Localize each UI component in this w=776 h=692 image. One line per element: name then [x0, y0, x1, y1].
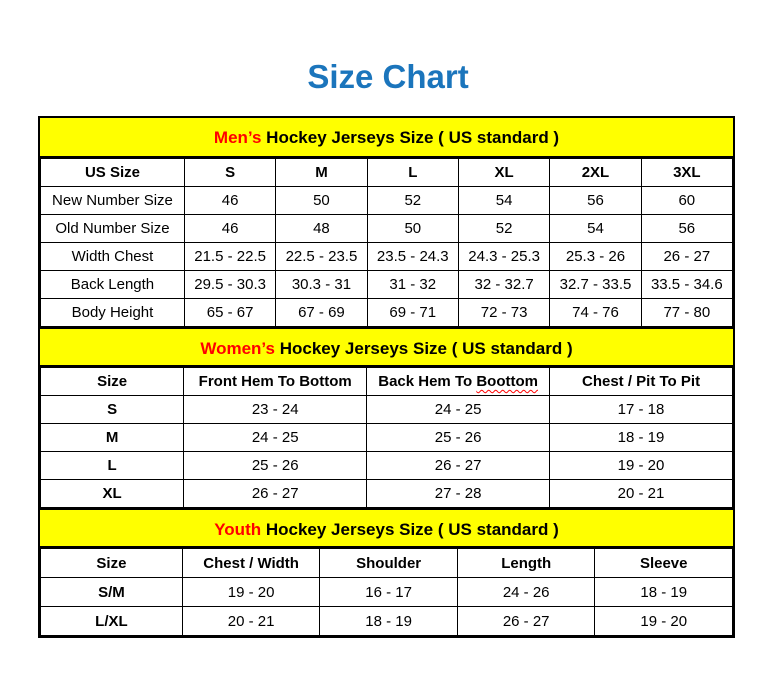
size-cell: 56: [641, 215, 732, 243]
table-body: [41, 396, 733, 508]
size-cell: 52: [458, 215, 549, 243]
page-title: Size Chart: [307, 58, 469, 95]
size-cell: 24 - 25: [367, 396, 550, 424]
size-cell: 32.7 - 33.5: [550, 271, 641, 299]
column-header: Front Hem To Bottom: [184, 368, 367, 396]
size-cell: 56: [550, 187, 641, 215]
header-row: [41, 549, 733, 578]
row-label: Old Number Size: [41, 215, 185, 243]
column-header: S: [184, 159, 275, 187]
size-cell: 18 - 19: [320, 607, 458, 636]
column-header: 3XL: [641, 159, 732, 187]
size-cell: 19 - 20: [595, 607, 733, 636]
size-cell: 77 - 80: [641, 299, 732, 327]
row-label: L/XL: [41, 607, 183, 636]
table-body: [41, 187, 733, 327]
column-header: L: [367, 159, 458, 187]
table-row: [41, 215, 733, 243]
size-cell: 46: [184, 187, 275, 215]
column-header: XL: [458, 159, 549, 187]
size-cell: 33.5 - 34.6: [641, 271, 732, 299]
column-header: Chest / Pit To Pit: [550, 368, 733, 396]
size-cell: 24 - 25: [184, 424, 367, 452]
table-row: [41, 299, 733, 327]
size-cell: 31 - 32: [367, 271, 458, 299]
table-head: [41, 549, 733, 578]
size-chart: [38, 116, 735, 638]
table-row: [41, 607, 733, 636]
size-cell: 60: [641, 187, 732, 215]
table-head: [41, 368, 733, 396]
size-cell: 48: [276, 215, 367, 243]
size-cell: 21.5 - 22.5: [184, 243, 275, 271]
size-cell: 26 - 27: [457, 607, 595, 636]
column-header: Shoulder: [320, 549, 458, 578]
table-row: [41, 187, 733, 215]
size-cell: 25.3 - 26: [550, 243, 641, 271]
row-label: Back Length: [41, 271, 185, 299]
size-cell: 67 - 69: [276, 299, 367, 327]
column-header: 2XL: [550, 159, 641, 187]
header-row: [41, 368, 733, 396]
column-header: Size: [41, 549, 183, 578]
row-label: New Number Size: [41, 187, 185, 215]
size-cell: 16 - 17: [320, 578, 458, 607]
youth-size-table: [40, 548, 733, 636]
table-row: [41, 396, 733, 424]
table-row: [41, 578, 733, 607]
size-cell: 65 - 67: [184, 299, 275, 327]
size-cell: 54: [550, 215, 641, 243]
row-label: S: [41, 396, 184, 424]
table-row: [41, 424, 733, 452]
section-header-rest: Hockey Jerseys Size ( US standard ): [261, 128, 560, 147]
section-womens: [40, 327, 733, 508]
size-cell: 20 - 21: [550, 480, 733, 508]
row-label: S/M: [41, 578, 183, 607]
column-header: Back Hem To Boottom: [367, 368, 550, 396]
size-cell: 50: [367, 215, 458, 243]
size-cell: 26 - 27: [184, 480, 367, 508]
size-cell: 22.5 - 23.5: [276, 243, 367, 271]
column-header: US Size: [41, 159, 185, 187]
table-row: [41, 480, 733, 508]
table-row: [41, 452, 733, 480]
column-header: M: [276, 159, 367, 187]
womens-size-table: [40, 367, 733, 508]
size-cell: 19 - 20: [182, 578, 320, 607]
size-cell: 54: [458, 187, 549, 215]
table-row: [41, 243, 733, 271]
size-cell: 74 - 76: [550, 299, 641, 327]
column-header: Chest / Width: [182, 549, 320, 578]
column-header: Sleeve: [595, 549, 733, 578]
column-header: Size: [41, 368, 184, 396]
section-header-rest: Hockey Jerseys Size ( US standard ): [261, 520, 559, 539]
mens-size-table: [40, 158, 733, 327]
table-head: [41, 159, 733, 187]
size-cell: 18 - 19: [595, 578, 733, 607]
size-cell: 29.5 - 30.3: [184, 271, 275, 299]
section-header-highlight: Youth: [214, 520, 262, 539]
size-cell: 30.3 - 31: [276, 271, 367, 299]
size-cell: 50: [276, 187, 367, 215]
section-header-mens: [40, 118, 733, 158]
size-cell: 32 - 32.7: [458, 271, 549, 299]
size-cell: 27 - 28: [367, 480, 550, 508]
size-cell: 26 - 27: [641, 243, 732, 271]
misspelled-word: Boottom: [476, 373, 538, 390]
column-header: Length: [457, 549, 595, 578]
size-cell: 23 - 24: [184, 396, 367, 424]
table-body: [41, 578, 733, 636]
row-label: Width Chest: [41, 243, 185, 271]
size-cell: 69 - 71: [367, 299, 458, 327]
size-cell: 23.5 - 24.3: [367, 243, 458, 271]
size-cell: 26 - 27: [367, 452, 550, 480]
section-youth: [40, 508, 733, 636]
size-cell: 52: [367, 187, 458, 215]
size-cell: 25 - 26: [184, 452, 367, 480]
row-label: M: [41, 424, 184, 452]
size-cell: 20 - 21: [182, 607, 320, 636]
header-row: [41, 159, 733, 187]
size-cell: 24 - 26: [457, 578, 595, 607]
table-row: [41, 271, 733, 299]
section-header-highlight: Men’s: [213, 128, 262, 147]
size-cell: 24.3 - 25.3: [458, 243, 549, 271]
size-cell: 46: [184, 215, 275, 243]
section-header-rest: Hockey Jerseys Size ( US standard ): [274, 339, 573, 358]
size-cell: 72 - 73: [458, 299, 549, 327]
size-cell: 25 - 26: [367, 424, 550, 452]
size-cell: 17 - 18: [550, 396, 733, 424]
size-cell: 18 - 19: [550, 424, 733, 452]
section-mens: [40, 118, 733, 327]
size-cell: 19 - 20: [550, 452, 733, 480]
section-header-highlight: Women’s: [200, 339, 275, 358]
row-label: Body Height: [41, 299, 185, 327]
row-label: XL: [41, 480, 184, 508]
section-header-youth: [40, 508, 733, 548]
row-label: L: [41, 452, 184, 480]
section-header-womens: [40, 327, 733, 367]
